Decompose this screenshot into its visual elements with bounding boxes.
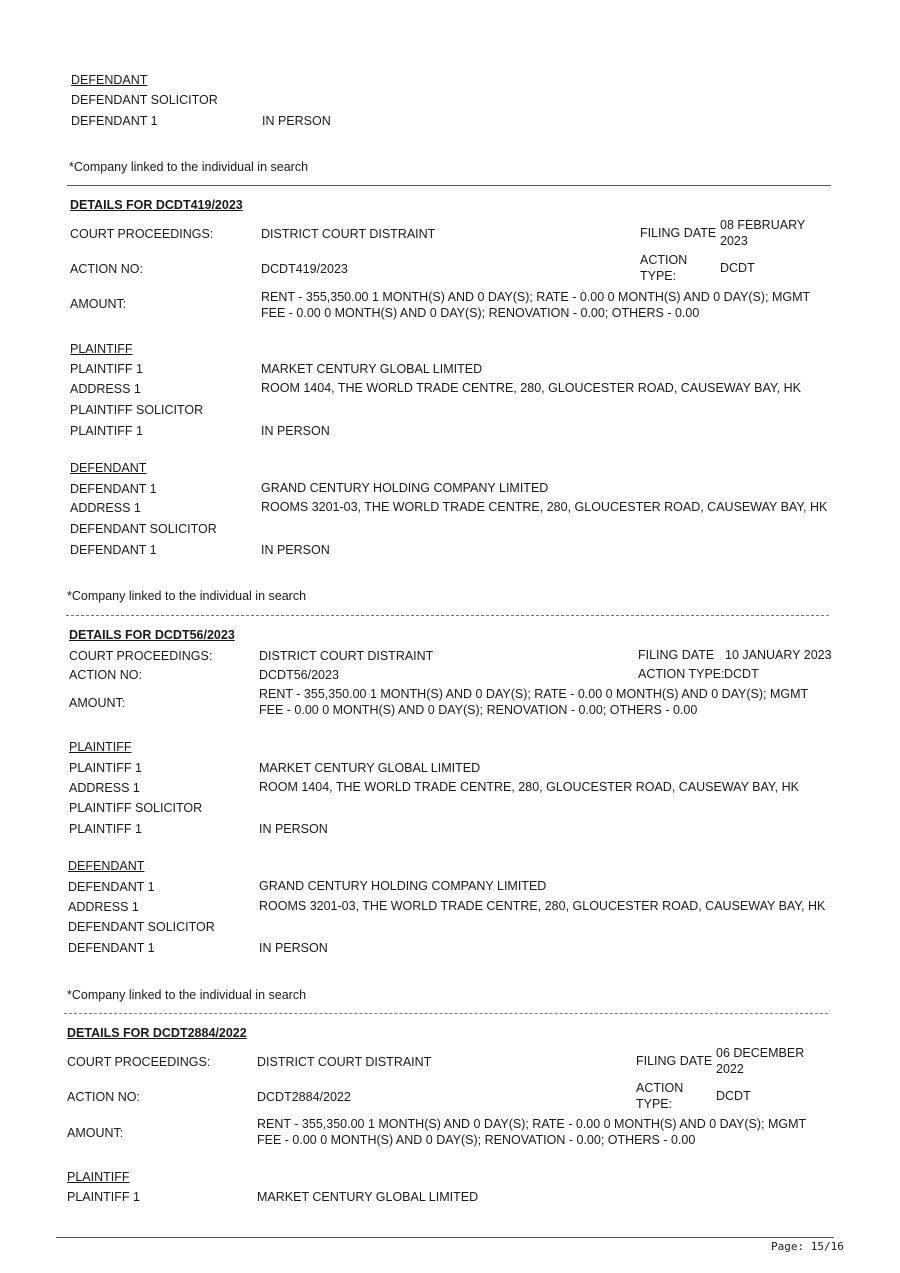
defendant-address-1-value: ROOMS 3201-03, THE WORLD TRADE CENTRE, 280, GLOUCESTER ROAD, CAUSEWAY BAY, HK: [261, 500, 828, 514]
amount-value: RENT - 355,350.00 1 MONTH(S) AND 0 DAY(S); RATE - 0.00 0 MONTH(S) AND 0 DAY(S); MGMT FEE - 0.00 0 MONTH(S) AND 0 DAY(S); RENOVATION - 0.00; OTHERS - 0.00: [259, 687, 808, 717]
plaintiff-1-label: PLAINTIFF 1: [69, 761, 142, 775]
section-heading: DETAILS FOR DCDT419/2023: [70, 198, 243, 212]
plaintiff-solicitor-label: PLAINTIFF SOLICITOR: [69, 801, 203, 815]
footer-rule: [56, 1237, 834, 1238]
action-no-label: ACTION NO:: [67, 1090, 140, 1104]
defendant-address-1-label: ADDRESS 1: [70, 501, 141, 515]
amount-value: RENT - 355,350.00 1 MONTH(S) AND 0 DAY(S); RATE - 0.00 0 MONTH(S) AND 0 DAY(S); MGMT FEE - 0.00 0 MONTH(S) AND 0 DAY(S); RENOVATION - 0.00; OTHERS - 0.00: [257, 1117, 806, 1147]
court-proceedings-value: DISTRICT COURT DISTRAINT: [259, 649, 434, 663]
action-no-label: ACTION NO:: [70, 262, 143, 276]
amount-label: AMOUNT:: [67, 1126, 124, 1140]
plaintiff-1-value: MARKET CENTURY GLOBAL LIMITED: [259, 761, 481, 775]
court-proceedings-label: COURT PROCEEDINGS:: [69, 649, 213, 663]
action-type-label-line2: TYPE:: [640, 269, 677, 283]
defendant-solicitor-1-value: IN PERSON: [259, 941, 328, 955]
company-linked-note: *Company linked to the individual in search: [67, 988, 307, 1002]
plaintiff-heading: PLAINTIFF: [67, 1170, 130, 1184]
defendant-solicitor-1-value: IN PERSON: [261, 543, 330, 557]
filing-date-value-line1: 08 FEBRUARY: [720, 218, 806, 232]
plaintiff-solicitor-label: PLAINTIFF SOLICITOR: [70, 403, 204, 417]
section-divider: [64, 1013, 828, 1014]
plaintiff-solicitor-1-value: IN PERSON: [259, 822, 328, 836]
defendant-1-value: GRAND CENTURY HOLDING COMPANY LIMITED: [259, 879, 547, 893]
defendant-solicitor-1-label: DEFENDANT 1: [68, 941, 155, 955]
section-heading: DETAILS FOR DCDT2884/2022: [67, 1026, 247, 1040]
filing-date-label: FILING DATE: [640, 226, 717, 240]
defendant-1-value: GRAND CENTURY HOLDING COMPANY LIMITED: [261, 481, 549, 495]
amount-label: AMOUNT:: [69, 696, 126, 710]
defendant-address-1-value: ROOMS 3201-03, THE WORLD TRADE CENTRE, 280, GLOUCESTER ROAD, CAUSEWAY BAY, HK: [259, 899, 826, 913]
action-type-value: DCDT: [724, 667, 759, 681]
plaintiff-address-1-label: ADDRESS 1: [69, 781, 140, 795]
plaintiff-1-value: MARKET CENTURY GLOBAL LIMITED: [257, 1190, 479, 1204]
defendant-solicitor-label: DEFENDANT SOLICITOR: [70, 522, 217, 536]
filing-date-value-line2: 2022: [716, 1062, 744, 1076]
plaintiff-1-value: MARKET CENTURY GLOBAL LIMITED: [261, 362, 483, 376]
plaintiff-address-1-value: ROOM 1404, THE WORLD TRADE CENTRE, 280, GLOUCESTER ROAD, CAUSEWAY BAY, HK: [259, 780, 799, 794]
action-no-value: DCDT2884/2022: [257, 1090, 351, 1104]
court-proceedings-label: COURT PROCEEDINGS:: [70, 227, 214, 241]
court-proceedings-value: DISTRICT COURT DISTRAINT: [257, 1055, 432, 1069]
action-no-label: ACTION NO:: [69, 668, 142, 682]
amount-value: RENT - 355,350.00 1 MONTH(S) AND 0 DAY(S); RATE - 0.00 0 MONTH(S) AND 0 DAY(S); MGMT FEE - 0.00 0 MONTH(S) AND 0 DAY(S); RENOVATION - 0.00; OTHERS - 0.00: [261, 290, 810, 320]
section-divider: [66, 615, 829, 616]
defendant-1-label: DEFENDANT 1: [70, 482, 157, 496]
company-linked-note: *Company linked to the individual in search: [69, 160, 309, 174]
action-type-label-line1: ACTION: [636, 1081, 684, 1095]
action-type-label-line2: TYPE:: [636, 1097, 673, 1111]
defendant-heading: DEFENDANT: [70, 461, 147, 475]
court-proceedings-label: COURT PROCEEDINGS:: [67, 1055, 211, 1069]
page-number: Page: 15/16: [771, 1240, 844, 1253]
defendant-1-label: DEFENDANT 1: [71, 114, 158, 128]
defendant-address-1-label: ADDRESS 1: [68, 900, 139, 914]
plaintiff-heading: PLAINTIFF: [69, 740, 132, 754]
defendant-solicitor-label: DEFENDANT SOLICITOR: [71, 93, 218, 107]
action-type-value: DCDT: [720, 261, 755, 275]
amount-label: AMOUNT:: [70, 297, 127, 311]
plaintiff-solicitor-1-label: PLAINTIFF 1: [69, 822, 142, 836]
plaintiff-solicitor-1-value: IN PERSON: [261, 424, 330, 438]
defendant-heading: DEFENDANT: [68, 859, 145, 873]
plaintiff-1-label: PLAINTIFF 1: [67, 1190, 140, 1204]
defendant-1-label: DEFENDANT 1: [68, 880, 155, 894]
defendant-solicitor-1-label: DEFENDANT 1: [70, 543, 157, 557]
company-linked-note: *Company linked to the individual in search: [67, 589, 307, 603]
plaintiff-heading: PLAINTIFF: [70, 342, 133, 356]
plaintiff-address-1-label: ADDRESS 1: [70, 382, 141, 396]
plaintiff-1-label: PLAINTIFF 1: [70, 362, 143, 376]
section-heading: DETAILS FOR DCDT56/2023: [69, 628, 235, 642]
action-type-value: DCDT: [716, 1089, 751, 1103]
defendant-solicitor-label: DEFENDANT SOLICITOR: [68, 920, 215, 934]
filing-date-label: FILING DATE: [636, 1054, 713, 1068]
action-type-label: ACTION TYPE:: [638, 667, 725, 681]
defendant-1-solicitor-value: IN PERSON: [262, 114, 331, 128]
plaintiff-address-1-value: ROOM 1404, THE WORLD TRADE CENTRE, 280, GLOUCESTER ROAD, CAUSEWAY BAY, HK: [261, 381, 801, 395]
plaintiff-solicitor-1-label: PLAINTIFF 1: [70, 424, 143, 438]
defendant-heading: DEFENDANT: [71, 73, 148, 87]
section-divider: [67, 185, 831, 186]
court-proceedings-value: DISTRICT COURT DISTRAINT: [261, 227, 436, 241]
filing-date-value: 10 JANUARY 2023: [725, 648, 832, 662]
action-no-value: DCDT56/2023: [259, 668, 339, 682]
action-type-label-line1: ACTION: [640, 253, 688, 267]
filing-date-value-line1: 06 DECEMBER: [716, 1046, 805, 1060]
filing-date-value-line2: 2023: [720, 234, 748, 248]
action-no-value: DCDT419/2023: [261, 262, 348, 276]
filing-date-label: FILING DATE: [638, 648, 715, 662]
